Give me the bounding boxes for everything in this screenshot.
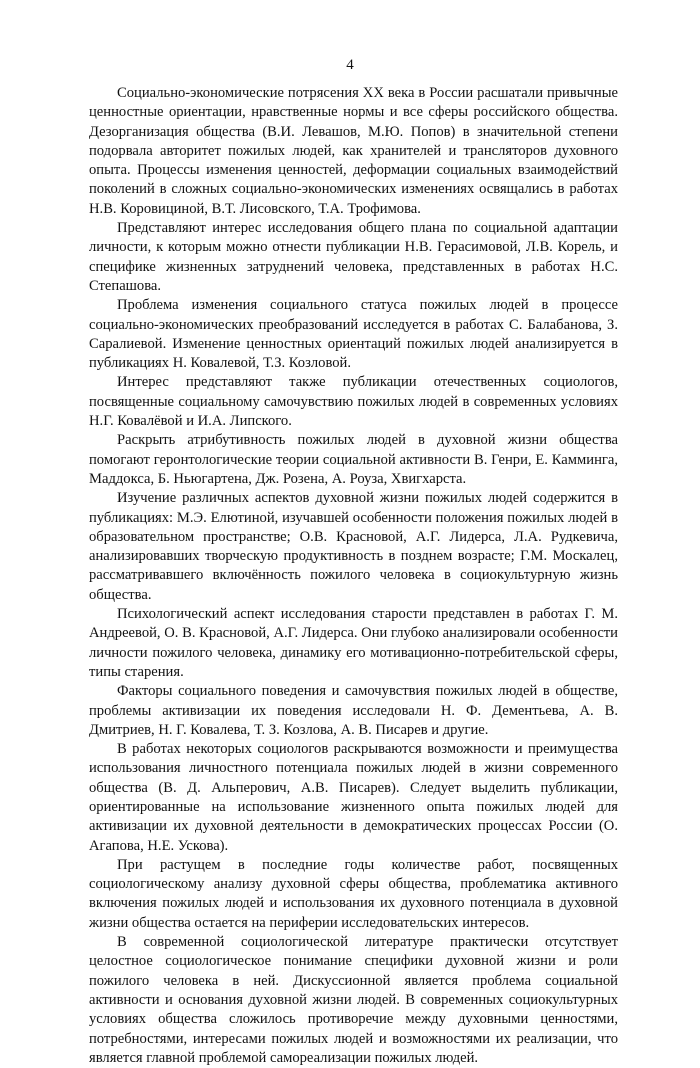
paragraph: Социально-экономические потрясения XX века в России расшатали привычные ценностные ориентации, нравственные нормы и все сферы российского общества. Дезорганизация общества (В.И. Левашов, М.Ю. Попов) в значительной степени подорвала авторитет пожилых людей, как хранителей и трансляторов духовного опыта. Процессы изменения ценностей, деформации социальных взаимодействий поколений в сложных социально-экономических изменениях освящались в работах Н.В. Коровициной, В.Т. Лисовского, Т.А. Трофимова. <box>89 85 618 217</box>
paragraph: Интерес представляют также публикации отечественных социологов, посвященные социальному самочувствию пожилых людей в современных условиях Н.Г. Ковалёвой и И.А. Липского. <box>89 374 618 430</box>
paragraph: Проблема изменения социального статуса пожилых людей в процессе социально-экономических преобразований исследуется в работах С. Балабанова, З. Саралиевой. Изменение ценностных ориентаций пожилых людей анализируется в публикациях Н. Ковалевой, Т.З. Козловой. <box>89 297 618 372</box>
paragraph: При растущем в последние годы количестве работ, посвященных социологическому анализу духовной сферы общества, проблематика активного включения пожилых людей и использования их духовного потенциала в духовной жизни общества остается на периферии исследовательских интересов. <box>89 856 618 931</box>
document-body <box>89 84 618 1068</box>
paragraph: Представляют интерес исследования общего плана по социальной адаптации личности, к которым можно отнести публикации Н.В. Герасимовой, Л.В. Корель, и специфике жизненных затруднений человека, представленных в работах Н.С. Степашова. <box>89 220 618 294</box>
paragraph: В современной социологической литературе практически отсутствует целостное социологическое понимание специфики духовной жизни и роли пожилого человека в ней. Дискуссионной является проблема социальной активности и основания духовной жизни людей. В современных социокультурных условиях общества сложилось противоречие между духовными ценностями, потребностями, интересами пожилых людей и возможностями их реализации, что является главной проблемой самореализации пожилых людей. <box>89 934 618 1066</box>
page-number: 4 <box>346 57 354 73</box>
paragraph: В работах некоторых социологов раскрываются возможности и преимущества использования личностного потенциала пожилых людей в жизни современного общества (В. Д. Альперович, А.В. Писарев). Следует выделить публикации, ориентированные на использование жизненного опыта пожилых людей для активизации их духовной деятельности в демократических процессах России (О. Агапова, Н.Е. Ускова). <box>89 741 618 854</box>
paragraph: Изучение различных аспектов духовной жизни пожилых людей содержится в публикациях: М.Э. Елютиной, изучавшей особенности положения пожилых людей в образовательном пространстве; О.В. Красновой, А.Г. Лидерса, Л.А. Рудкевича, анализировавших творческую продуктивность в позднем возрасте; Г.М. Москалец, рассматривавшего включённость пожилого человека в социокультурную жизнь общества. <box>89 490 618 603</box>
paragraph: Факторы социального поведения и самочувствия пожилых людей в обществе, проблемы активизации их поведения исследовали Н. Ф. Дементьева, А. В. Дмитриев, Н. Г. Ковалева, Т. З. Козлова, А. В. Писарев и другие. <box>89 683 618 738</box>
paragraph: Психологический аспект исследования старости представлен в работах Г. М. Андреевой, О. В. Красновой, А.Г. Лидерса. Они глубоко анализировали особенности личности пожилого человека, динамику его мотивационно-потребительской сферы, типы старения. <box>89 606 618 680</box>
paragraph: Раскрыть атрибутивность пожилых людей в духовной жизни общества помогают геронтологические теории социальной активности В. Генри, Е. Камминга, Маддокса, Б. Ньюгартена, Дж. Розена, А. Роуза, Хвигхарста. <box>89 432 618 487</box>
